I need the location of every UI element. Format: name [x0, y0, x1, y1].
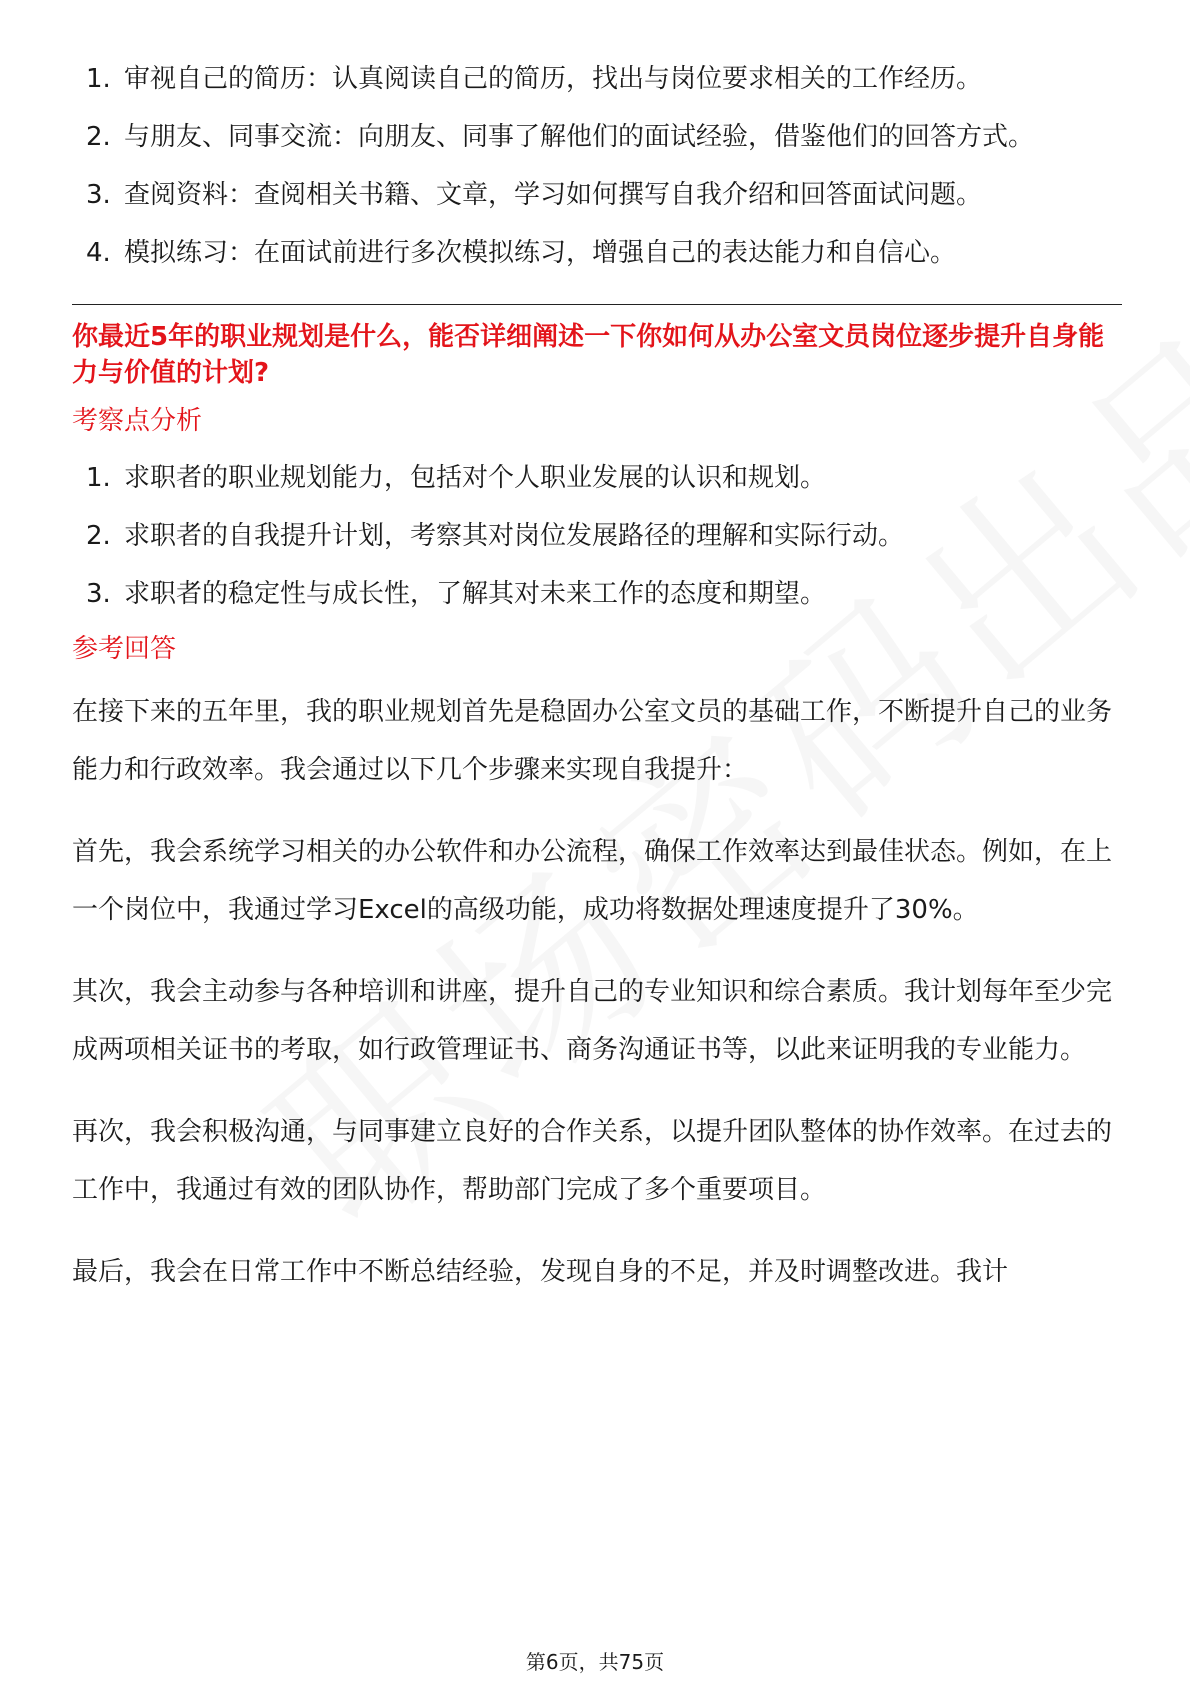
- list-text: 求职者的自我提升计划，考察其对岗位发展路径的理解和实际行动。: [124, 521, 905, 551]
- reference-answer-heading: 参考回答: [72, 634, 177, 664]
- list-number: 2.: [86, 122, 111, 152]
- answer-paragraph: 最后，我会在日常工作中不断总结经验，发现自身的不足，并及时调整改进。我计: [72, 1257, 1009, 1287]
- document-page: [72, 50, 1122, 1325]
- section-divider: [72, 304, 1122, 305]
- list-number: 1.: [86, 64, 111, 94]
- analysis-heading: 考察点分析: [72, 406, 203, 436]
- list-number: 3.: [86, 180, 111, 210]
- list-text: 查阅资料：查阅相关书籍、文章，学习如何撰写自我介绍和回答面试问题。: [124, 180, 983, 210]
- list-text: 与朋友、同事交流：向朋友、同事了解他们的面试经验，借鉴他们的回答方式。: [124, 122, 1035, 152]
- list-item: [72, 166, 1122, 224]
- list-item: [72, 50, 1122, 108]
- analysis-list: [72, 449, 1122, 623]
- list-text: 审视自己的简历：认真阅读自己的简历，找出与岗位要求相关的工作经历。: [124, 64, 983, 94]
- list-number: 4.: [86, 238, 111, 268]
- interview-question: 你最近5年的职业规划是什么，能否详细阐述一下你如何从办公室文员岗位逐步提升自身能力与价值的计划?: [72, 322, 1105, 388]
- answer-paragraph: 首先，我会系统学习相关的办公软件和办公流程，确保工作效率达到最佳状态。例如，在上一个岗位中，我通过学习Excel的高级功能，成功将数据处理速度提升了30%。: [72, 837, 1113, 925]
- list-text: 求职者的稳定性与成长性，了解其对未来工作的态度和期望。: [124, 579, 827, 609]
- prep-steps-list: [72, 50, 1122, 282]
- answer-paragraph: 再次，我会积极沟通，与同事建立良好的合作关系，以提升团队整体的协作效率。在过去的工作中，我通过有效的团队协作，帮助部门完成了多个重要项目。: [72, 1117, 1113, 1205]
- page-footer: 第6页，共75页: [525, 1650, 665, 1674]
- list-item: [72, 507, 1122, 565]
- list-number: 2.: [86, 521, 111, 551]
- list-item: [72, 449, 1122, 507]
- answer-paragraph: 在接下来的五年里，我的职业规划首先是稳固办公室文员的基础工作，不断提升自己的业务能力和行政效率。我会通过以下几个步骤来实现自我提升：: [72, 697, 1113, 785]
- list-text: 模拟练习：在面试前进行多次模拟练习，增强自己的表达能力和自信心。: [124, 238, 957, 268]
- list-text: 求职者的职业规划能力，包括对个人职业发展的认识和规划。: [124, 463, 827, 493]
- list-number: 1.: [86, 463, 111, 493]
- list-item: [72, 565, 1122, 623]
- answer-paragraph: 其次，我会主动参与各种培训和讲座，提升自己的专业知识和综合素质。我计划每年至少完成两项相关证书的考取，如行政管理证书、商务沟通证书等，以此来证明我的专业能力。: [72, 977, 1113, 1065]
- list-item: [72, 224, 1122, 282]
- list-item: [72, 108, 1122, 166]
- list-number: 3.: [86, 579, 111, 609]
